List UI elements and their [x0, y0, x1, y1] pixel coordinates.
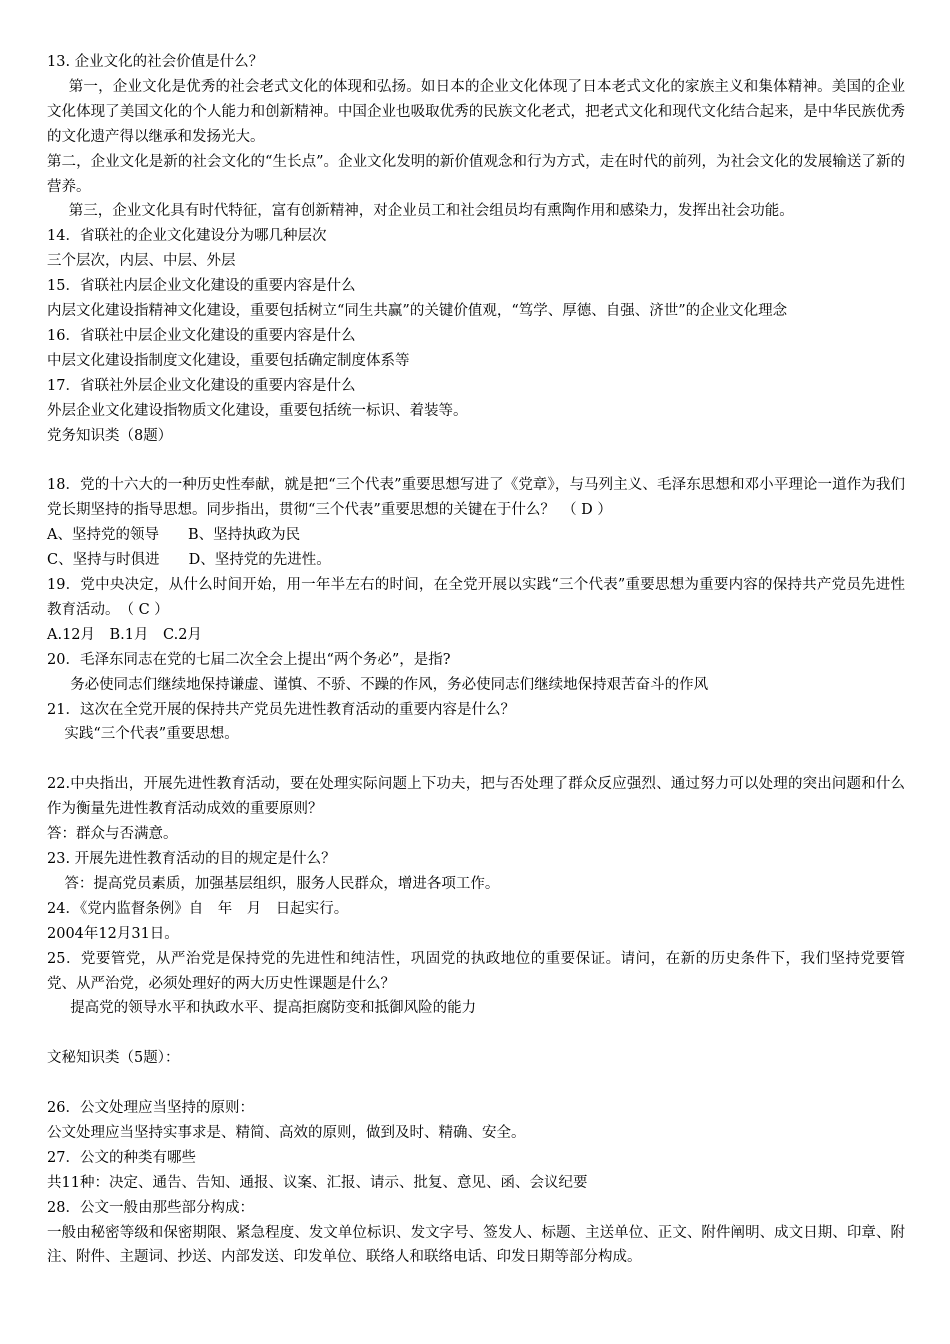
answer-13-paragraph-3: 第三，企业文化具有时代特征，富有创新精神，对企业员工和社会组员均有熏陶作用和感染力，发挥出社会功能。 — [68, 203, 794, 220]
answer-16: 中层文化建设指制度文化建设，重要包括确定制度体系等 — [47, 352, 410, 369]
question-19: 19．党中央决定，从什么时间开始，用一年半左右的时间，在全党开展以实践“三个代表”重要思想为重要内容的保持共产党员先进性教育活动。 （ C ） — [47, 577, 905, 618]
answer-17: 外层企业文化建设指物质文化建设，重要包括统一标识、着装等。 — [47, 402, 468, 419]
answer-25: 提高党的领导水平和执政水平、提高拒腐防变和抵御风险的能力 — [70, 1000, 477, 1017]
options-18-cd: C、坚持与时俱进 D、坚持党的先进性。 — [47, 552, 331, 569]
blank-line — [47, 747, 905, 772]
question-21: 21．这次在全党开展的保持共产党员先进性教育活动的重要内容是什么？ — [47, 701, 515, 718]
answer-27: 共11种：决定、通告、告知、通报、议案、汇报、请示、批复、意见、函、会议纪要 — [47, 1174, 588, 1191]
question-14: 14．省联社的企业文化建设分为哪几种层次 — [47, 228, 327, 245]
question-13: 13. 企业文化的社会价值是什么？ — [47, 54, 264, 70]
question-15: 15．省联社内层企业文化建设的重要内容是什么 — [47, 278, 356, 295]
question-20: 20．毛泽东同志在党的七届二次全会上提出“两个务必”，是指? — [47, 651, 451, 668]
blank-line — [47, 1071, 905, 1096]
answer-21: 实践“三个代表”重要思想。 — [64, 726, 239, 743]
blank-line — [47, 449, 905, 474]
answer-14: 三个层次，内层、中层、外层 — [47, 253, 236, 270]
question-16: 16．省联社中层企业文化建设的重要内容是什么 — [47, 327, 356, 344]
document-page — [47, 50, 905, 1270]
question-28: 28．公文一般由那些部分构成： — [47, 1199, 254, 1216]
answer-23: 答：提高党员素质，加强基层组织，服务人民群众，增进各项工作。 — [64, 875, 500, 892]
section-heading-party-affairs: 党务知识类（8题） — [47, 427, 173, 444]
answer-22: 答：群众与否满意。 — [47, 826, 178, 843]
answer-13-paragraph-1: 第一，企业文化是优秀的社会老式文化的体现和弘扬。如日本的企业文化体现了日本老式文化的家族主义和集体精神。美国的企业文化体现了美国文化的个人能力和创新精神。中国企业也吸取优秀的民族文化老式，把老式文化和现代文化结合起来，是中华民族优秀的文化遗产得以继承和发扬光大。 — [47, 78, 905, 145]
answer-28: 一般由秘密等级和保密期限、紧急程度、发文单位标识、发文字号、签发人、标题、主送单位、正文、附件阐明、成文日期、印章、附注、附件、主题词、抄送、内部发送、印发单位、联络人和联络电话、印发日期等部分构成。 — [47, 1224, 905, 1266]
section-heading-secretarial: 文秘知识类（5题）： — [47, 1050, 180, 1067]
answer-13-paragraph-2: 第二，企业文化是新的社会文化的“生长点”。企业文化发明的新价值观念和行为方式，走在时代的前列，为社会文化的发展输送了新的营养。 — [47, 153, 905, 195]
question-18: 18．党的十六大的一种历史性奉献，就是把“三个代表”重要思想写进了《党章》，与马列主义、毛泽东思想和邓小平理论一道作为我们党长期坚持的指导思想。同步指出，贯彻“三个代表”重要思想的关键在于什么？ （ D ） — [47, 477, 905, 519]
question-22: 22.中央指出，开展先进性教育活动，要在处理实际问题上下功夫，把与否处理了群众反应强烈、通过努力可以处理的突出问题和什么作为衡量先进性教育活动成效的重要原则？ — [47, 776, 905, 818]
question-27: 27．公文的种类有哪些 — [47, 1149, 196, 1166]
question-25: 25．党要管党，从严治党是保持党的先进性和纯洁性，巩固党的执政地位的重要保证。请问，在新的历史条件下，我们坚持党要管党、从严治党，必须处理好的两大历史性课题是什么？ — [47, 950, 905, 992]
question-24: 24．《党内监督条例》自 年 月 日起实行。 — [47, 900, 349, 917]
question-26: 26．公文处理应当坚持的原则： — [47, 1100, 254, 1116]
answer-20: 务必使同志们继续地保持谦虚、谨慎、不骄、不躁的作风，务必使同志们继续地保持艰苦奋斗的作风 — [70, 676, 709, 693]
question-23: 23. 开展先进性教育活动的目的规定是什么？ — [47, 850, 336, 867]
question-17: 17．省联社外层企业文化建设的重要内容是什么 — [47, 377, 356, 394]
answer-26: 公文处理应当坚持实事求是、精简、高效的原则，做到及时、精确、安全。 — [47, 1124, 526, 1141]
options-18-ab: A、坚持党的领导 B、坚持执政为民 — [47, 527, 301, 544]
blank-line — [47, 1021, 905, 1046]
answer-24: 2004年12月31日。 — [47, 925, 179, 942]
options-19: A.12月 B.1月 C.2月 — [47, 626, 202, 643]
answer-15: 内层文化建设指精神文化建设，重要包括树立“同生共赢”的关键价值观，“笃学、厚德、自强、济世”的企业文化理念 — [47, 303, 788, 320]
